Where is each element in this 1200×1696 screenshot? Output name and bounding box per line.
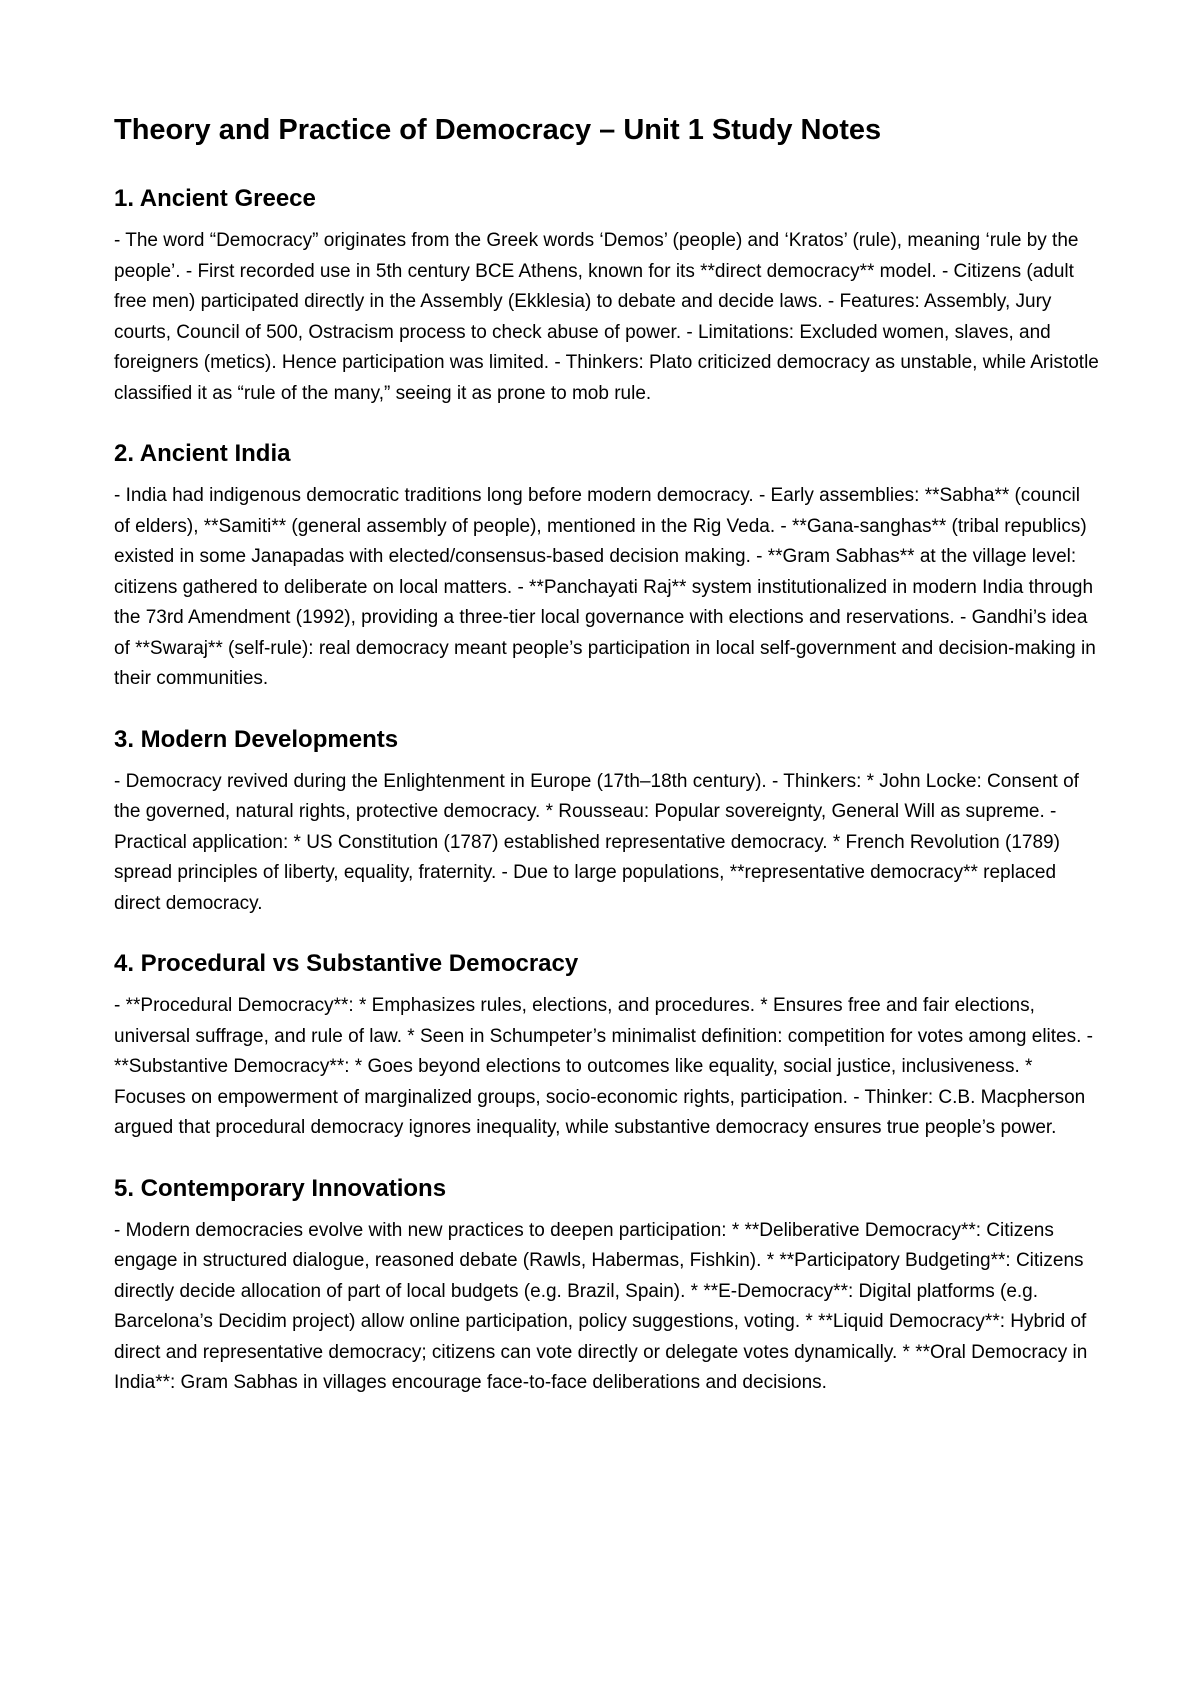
section-heading: 5. Contemporary Innovations [114, 1174, 447, 1202]
section-body: - The word “Democracy” originates from the Greek words ‘Demos’ (people) and ‘Kratos’ (rule), meaning ‘rule by the people’. - First recorded use in 5th century BCE Athens, known for its **direct democracy** model. - Citizens (adult free men) participated directly in the Assembly (Ekklesia) to debate and decide laws. - Features: Assembly, Jury courts, Council of 500, Ostracism process to check abuse of power. - Limitations: Excluded women, slaves, and foreigners (metics). Hence participation was limited. - Thinkers: Plato criticized democracy as unstable, while Aristotle classified it as “rule of the many,” seeing it as prone to mob rule. [114, 230, 1099, 404]
section-contemporary-innovations [114, 1174, 1100, 1399]
section-heading: 4. Procedural vs Substantive Democracy [114, 950, 579, 977]
section-heading: 2. Ancient India [114, 440, 291, 467]
section-body: - India had indigenous democratic traditions long before modern democracy. - Early assemblies: **Sabha** (council of elders), **Samiti** (general assembly of people), mentioned in the Rig Veda. - **Gana-sanghas** (tribal republics) existed in some Janapadas with elected/consensus-based decision making. - **Gram Sabhas** at the village level: citizens gathered to deliberate on local matters. - **Panchayati Raj** system institutionalized in modern India through the 73rd Amendment (1992), providing a three-tier local governance with elections and reservations. - Gandhi’s idea of **Swaraj** (self-rule): real democracy meant people’s participation in local self-government and decision-making in their communities. [114, 485, 1096, 689]
section-modern-developments [114, 725, 1100, 920]
document-title: Theory and Practice of Democracy – Unit 1 Study Notes [114, 114, 882, 146]
section-ancient-greece [114, 184, 1100, 409]
section-body: - **Procedural Democracy**: * Emphasizes rules, elections, and procedures. * Ensures free and fair elections, universal suffrage, and rule of law. * Seen in Schumpeter’s minimalist definition: competition for votes among elites. - **Substantive Democracy**: * Goes beyond elections to outcomes like equality, social justice, inclusiveness. * Focuses on empowerment of marginalized groups, socio-economic rights, participation. - Thinker: C.B. Macpherson argued that procedural democracy ignores inequality, while substantive democracy ensures true people’s power. [114, 995, 1094, 1138]
section-body: - Democracy revived during the Enlightenment in Europe (17th–18th century). - Thinkers: * John Locke: Consent of the governed, natural rights, protective democracy. * Rousseau: Popular sovereignty, General Will as supreme. - Practical application: * US Constitution (1787) established representative democracy. * French Revolution (1789) spread principles of liberty, equality, fraternity. - Due to large populations, **representative democracy** replaced direct democracy. [114, 770, 1079, 914]
section-heading: 1. Ancient Greece [114, 185, 316, 212]
section-ancient-india [114, 439, 1100, 695]
section-body: - Modern democracies evolve with new practices to deepen participation: * **Deliberative Democracy**: Citizens engage in structured dialogue, reasoned debate (Rawls, Habermas, Fishkin). * **Participatory Budgeting**: Citizens directly decide allocation of part of local budgets (e.g. Brazil, Spain). * **E-Democracy**: Digital platforms (e.g. Barcelona’s Decidim project) allow online participation, policy suggestions, voting. * **Liquid Democracy**: Hybrid of direct and representative democracy; citizens can vote directly or delegate votes dynamically. * **Oral Democracy in India**: Gram Sabhas in villages encourage face-to-face deliberations and decisions. [114, 1219, 1088, 1393]
section-procedural-vs-substantive [114, 949, 1100, 1144]
document-page [114, 112, 1100, 1429]
section-heading: 3. Modern Developments [114, 725, 399, 753]
